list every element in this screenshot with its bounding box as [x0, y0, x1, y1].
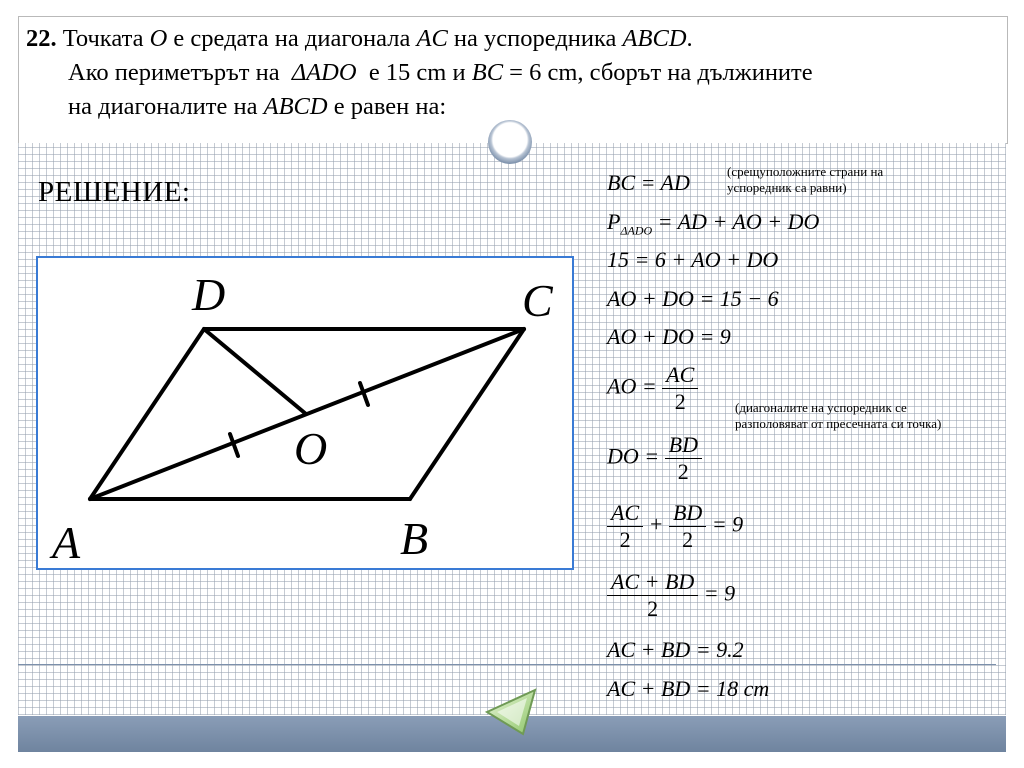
circle-button-icon[interactable]	[488, 120, 532, 164]
parallelogram-name: ABCD	[622, 25, 687, 52]
step-subtract: AO + DO = 15 − 6	[607, 286, 779, 311]
triangle-ado: ΔADO	[291, 59, 357, 86]
text: на успоредника	[447, 25, 623, 52]
back-arrow-icon[interactable]	[483, 686, 539, 738]
fraction	[669, 500, 706, 553]
parallelogram-figure	[36, 256, 574, 570]
note-opposite-sides: (срещуположните страни на успоредник са равни)	[727, 164, 884, 195]
fraction	[607, 569, 698, 622]
side-cb	[410, 329, 524, 499]
problem-line-1	[26, 22, 996, 56]
step-ao-half-ac	[607, 362, 698, 415]
numerator: BD	[672, 500, 703, 525]
step-bc-eq-ad: BC = AD	[607, 170, 690, 195]
denominator: 2	[665, 458, 702, 485]
text: .	[686, 25, 693, 52]
label-a: A	[52, 517, 81, 568]
step-half-sum	[607, 500, 743, 553]
step-sum-nine: AO + DO = 9	[607, 324, 731, 349]
step-multiply: AC + BD = 9.2	[607, 637, 744, 662]
text: = 6 cm, сборът на дължините	[503, 59, 813, 86]
separator-line	[18, 664, 996, 665]
denominator: 2	[662, 388, 698, 415]
segment-do	[204, 329, 306, 414]
step-substitute: 15 = 6 + AO + DO	[607, 247, 779, 272]
denominator: 2	[669, 526, 706, 553]
text: = 9	[706, 511, 744, 537]
fraction	[665, 432, 702, 485]
text: е равен на:	[327, 93, 447, 120]
fraction	[662, 362, 698, 415]
denominator: 2	[607, 526, 643, 553]
text: Точката	[56, 25, 150, 52]
label-o: O	[294, 423, 328, 474]
step-answer: AC + BD = 18 cm	[607, 676, 770, 701]
text: Ако периметърът на	[68, 59, 292, 86]
text: AO =	[607, 373, 663, 399]
text: е 15 cm и	[356, 59, 472, 86]
fraction	[607, 500, 643, 553]
parallelogram-name: ABCD	[263, 93, 328, 120]
step-combined-fraction	[607, 569, 735, 622]
numerator: AC	[611, 500, 640, 525]
perimeter-symbol: P	[607, 209, 621, 234]
segment-ac: AC	[416, 25, 448, 52]
label-b: B	[400, 513, 429, 564]
problem-statement	[26, 22, 996, 124]
numerator: AC + BD	[611, 569, 695, 594]
problem-number: 22.	[26, 25, 57, 52]
perimeter-subscript: ΔADO	[620, 223, 653, 238]
note-diagonals-bisect: (диагоналите на успоредник се разполовяват от пресечната си точка)	[735, 400, 942, 431]
parallelogram-svg	[38, 258, 572, 568]
numerator: AC	[666, 362, 695, 387]
side-ad	[90, 329, 204, 499]
problem-line-3	[26, 90, 996, 124]
problem-line-2	[26, 56, 996, 90]
numerator: BD	[668, 432, 698, 457]
label-d: D	[192, 269, 226, 320]
step-perimeter	[607, 209, 819, 238]
solution-heading: РЕШЕНИЕ:	[38, 176, 191, 208]
text: = 9	[698, 580, 736, 606]
text: DO =	[607, 443, 665, 469]
segment-bc: BC	[471, 59, 504, 86]
text: на диагоналите на	[68, 93, 264, 120]
step-do-half-bd	[607, 432, 702, 485]
perimeter-formula: = AD + AO + DO	[652, 209, 820, 234]
plus-sign: +	[643, 511, 669, 537]
label-c: C	[522, 275, 553, 326]
text: е средата на диагонала	[167, 25, 417, 52]
denominator: 2	[607, 595, 698, 622]
point-o: O	[149, 25, 168, 52]
